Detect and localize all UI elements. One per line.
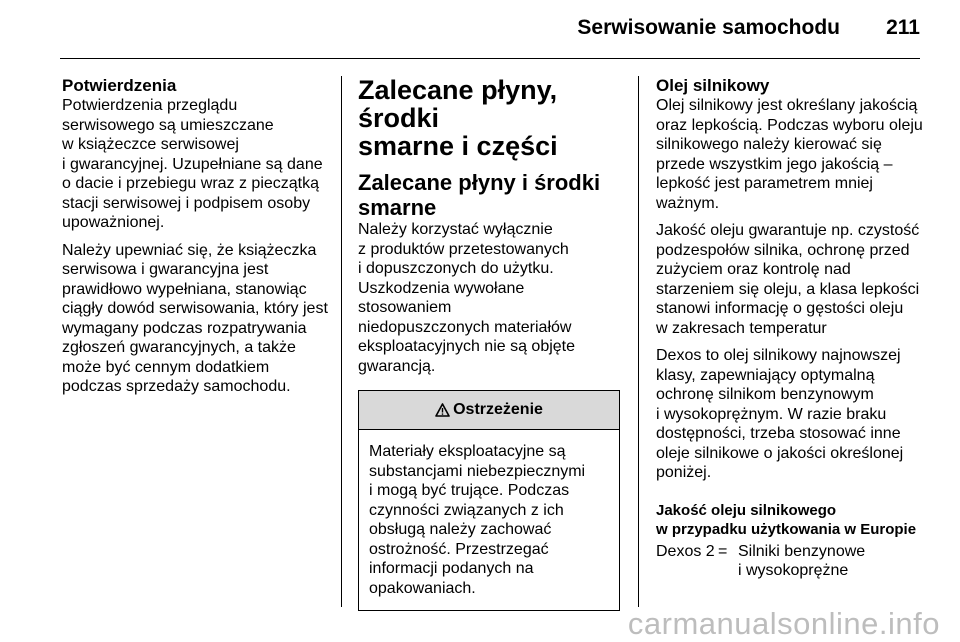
engine-oil-paragraph-3: Dexos to olej silnikowy najnowszej klasy, zapewniający optymalną ochronę silnikom benzynowym i wysokoprężnym. W razie braku dostępności, trzeba stosować inne oleje silnikowe o jakości określonej poniżej. — [656, 347, 904, 481]
running-header-title: Serwisowanie samochodu — [577, 16, 840, 39]
page-number: 211 — [886, 16, 920, 39]
confirmations-paragraph-2: Należy upewniać się, że książeczka serwisowa i gwarancyjna jest prawidłowo wypełniana, stanowiąc ciągły dowód serwisowania, który jest wymagany podczas rozpatrywania zgłoszeń gwarancyjnych, a także może być cennym dodatkiem podczas sprzedaży samochodu. — [62, 241, 328, 395]
oil-quality-subheading: Jakość oleju silnikowego w przypadku użytkowania w Europie — [656, 501, 917, 538]
engine-oil-paragraph-2: Jakość oleju gwarantuje np. czystość podzespołów silnika, ochronę przed zużyciem oraz kontrolę nad starzeniem się oleju, a klasa lepkości stanowi informację o gęstości oleju w zakresach temperatur — [656, 222, 920, 337]
warning-header — [359, 391, 619, 430]
confirmations-heading: Potwierdzenia — [62, 76, 177, 95]
warning-triangle-icon — [435, 403, 450, 417]
engine-oil-heading: Olej silnikowy — [656, 76, 770, 95]
column-divider-left — [341, 76, 342, 607]
watermark: carmanualsonline.info — [627, 606, 940, 641]
confirmations-paragraph-1: Potwierdzenia przeglądu serwisowego są umieszczane w książeczce serwisowej i gwarancyjnej. Uzupełniane są dane o dacie i przebiegu wraz z pieczątką stacji serwisowej i podpisem osoby upoważnionej. — [62, 97, 323, 231]
section-title: Zalecane płyny, środki smarne i części — [358, 75, 558, 161]
spec-row — [656, 542, 924, 581]
spec-value: Silniki benzynowe i wysokoprężne — [738, 542, 866, 579]
fluids-paragraph: Należy korzystać wyłącznie z produktów przetestowanych i dopuszczonych do użytku. Uszkodzenia wywołane stosowaniem niedopuszczonych materiałów eksploatacyjnych nie są objęte gwarancją. — [358, 221, 576, 375]
warning-text: Materiały eksploatacyjne są substancjami niebezpiecznymi i mogą być trujące. Podczas czynności związanych z ich obsługą należy zachować ostrożność. Przestrzegać informacji podanych na opakowaniach. — [369, 443, 586, 597]
middle-column — [358, 76, 620, 611]
spec-name: Dexos 2 — [656, 542, 715, 560]
warning-box — [358, 390, 620, 611]
warning-title: Ostrzeżenie — [453, 401, 543, 418]
column-divider-right — [638, 76, 639, 607]
header-rule — [60, 58, 920, 59]
engine-oil-paragraph-1: Olej silnikowy jest określany jakością oraz lepkością. Podczas wyboru oleju silnikowego należy kierować się przede wszystkim jego jakością – lepkość jest parametrem mniej ważnym. — [656, 97, 923, 212]
warning-body — [359, 430, 619, 610]
subsection-title: Zalecane płyny i środki smarne — [358, 170, 601, 220]
left-column — [62, 76, 330, 397]
right-column — [656, 76, 924, 581]
spec-equals: = — [718, 542, 728, 560]
